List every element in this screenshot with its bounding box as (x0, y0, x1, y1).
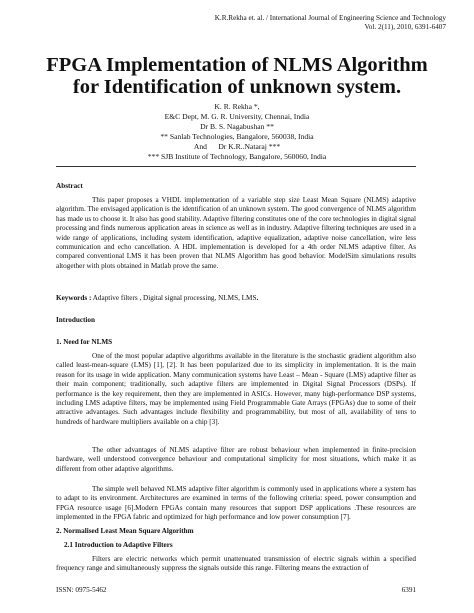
title-line-1: FPGA Implementation of NLMS Algorithm (46, 54, 428, 76)
keywords-text: Adaptive filters , Digital signal processing, NLMS, LMS (91, 294, 257, 302)
section-2-heading: 2. Normalised Least Mean Square Algorithm (56, 527, 194, 535)
need-for-nlms-heading: 1. Need for NLMS (56, 338, 113, 346)
section-2-1-heading: 2.1 Introduction to Adaptive Filters (64, 541, 173, 549)
introduction-heading: Introduction (56, 316, 96, 324)
intro-paragraph-2: The other advantages of NLMS adaptive filter are robust behaviour when implemented in finite-precision hardware, well understood convergence behaviour and computational simplicity for most situations, which make it as different from other adaptive algorithms. (56, 446, 416, 473)
abstract-text: This paper proposes a VHDL implementation of a variable step size Least Mean Square (NLMS) adaptive algorithm. The envisaged application is the identification of an unknown system. The good convergence of NLMS algorithm has made us to choose it. It also has good stability. Adaptive filtering constitutes one of the core technologies in digital signal processing and finds numerous application areas in science as well as in industry. Adaptive filtering techniques are used in a wide range of applications, including system identification, adaptive equalization, adaptive noise cancellation, wire less communication and echo cancellation. A HDL implementation is developed for a 4th order NLMS adaptive filter. As compared conventional LMS it has been proven that NLMS Algorithm has good behavior. ModelSim simulations results altogether with plots obtained in Matlab prove the same. (56, 196, 416, 270)
affiliation-3: *** SJB Institute of Technology, Bangalore, 560060, India (147, 152, 327, 161)
paper-title (20, 54, 454, 98)
keywords-label: Keywords : (56, 294, 92, 302)
abstract-heading: Abstract (56, 182, 83, 190)
intro-paragraph-1: One of the most popular adaptive algorithms available in the literature is the stochastic gradient algorithm also called least-mean-square (LMS) [1], [2]. It has been popularized due to its simplicity in implementation. It is the main reason for its usage in wide application. Many communication systems have Least – Mean - Square (LMS) adaptive filter as their main component; traditionally, such adaptive filters are implemented in Digital Signal Processors (DSPs). If performance is the key requirement, then they are implemented in ASICs. However, many high-performance DSP systems, including LMS adaptive filters, may be implemented using Field Programmable Gate Arrays (FPGAs) due to some of their attractive advantages. Such advantages include flexibility and programmability, but most of all, availability of tens to hundreds of hardware multipliers available on a chip [3]. (56, 352, 416, 426)
section-2-1-paragraph: Filters are electric networks which permit unattenuated transmission of electric signals within a specified frequency range and simultaneously suppress the signals outside this range. Filtering means the extraction of (56, 555, 416, 573)
intro-paragraph-3: The simple well behaved NLMS adaptive filter algorithm is commonly used in applications where a system has to adapt to its environment. Architectures are examined in terms of the following criteria: speed, power consumption and FPGA resource usage [6].Modern FPGAs contain many resources that support DSP applications .These resources are implemented in the FPGA fabric and optimized for high performance and low power consumption [7]. (56, 485, 416, 522)
issn: ISSN: 0975-5462 (56, 586, 107, 594)
page-number: 6391 (401, 586, 416, 594)
author-3: And Dr K.R..Nataraj *** (193, 142, 281, 151)
author-1: K. R. Rekha *, (214, 102, 260, 111)
header-divider (56, 166, 416, 167)
journal-citation: K.R.Rekha et. al. / International Journal of Engineering Science and Technology (214, 14, 446, 22)
affiliation-1: E&C Dept, M. G. R. University, Chennai, India (164, 112, 310, 121)
affiliation-2: ** Sanlab Technologies, Bangalore, 560038, India (160, 132, 314, 141)
author-2: Dr B. S. Nagabushan ** (200, 122, 274, 131)
journal-header (215, 14, 446, 32)
page-footer (56, 586, 416, 594)
author-block (40, 102, 434, 162)
keywords-end: . (256, 294, 259, 302)
journal-volume: Vol. 2(11), 2010, 6391-6407 (364, 23, 446, 31)
title-line-2: for Identification of unknown system. (72, 76, 402, 98)
keywords (56, 294, 416, 302)
